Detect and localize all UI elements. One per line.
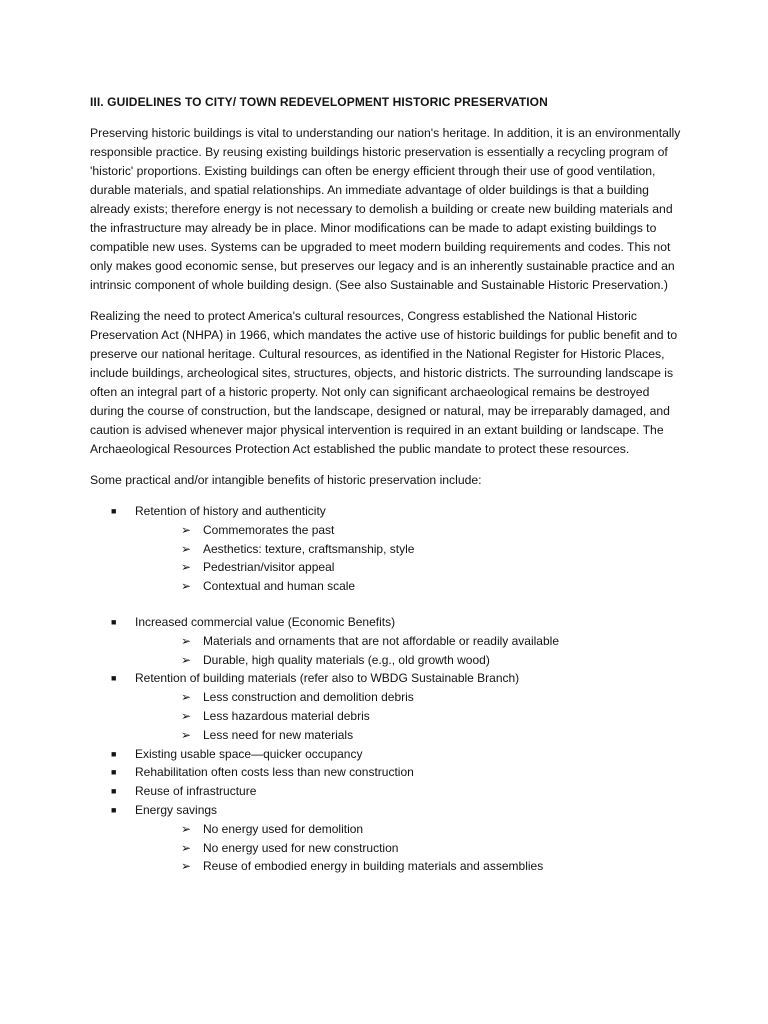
paragraph-nhpa: Realizing the need to protect America's cultural resources, Congress established the National Historic Preservation Act (NHPA) in 1966, which mandates the active use of historic buildings for public benefit and to preserve our national heritage. Cultural resources, as identified in the National Register for Historic Places, include buildings, archeological sites, structures, objects, and historic districts. The surrounding landscape is often an integral part of a historic property. Not only can significant archaeological remains be destroyed during the course of construction, but the landscape, designed or natural, may be irreparably damaged, and caution is advised whenever major physical intervention is required in an extant building or landscape. The Archaeological Resources Protection Act established the public mandate to protect these resources. [90, 309, 678, 456]
benefit-label: Reuse of infrastructure [135, 784, 257, 799]
arrow-bullet-icon: ➢ [181, 541, 192, 556]
document-content [90, 93, 684, 876]
square-bullet-icon: ■ [111, 616, 117, 627]
benefit-subitem [90, 688, 684, 707]
benefit-item [90, 502, 684, 521]
arrow-bullet-icon: ➢ [181, 690, 192, 705]
benefit-label: Existing usable space—quicker occupancy [135, 746, 363, 761]
subitem-label: Materials and ornaments that are not affordable or readily available [203, 633, 559, 648]
benefit-subitem [90, 521, 684, 540]
subitem-label: No energy used for demolition [203, 821, 364, 836]
section-heading: III. GUIDELINES TO CITY/ TOWN REDEVELOPMENT HISTORIC PRESERVATION [90, 95, 548, 109]
arrow-bullet-icon: ➢ [181, 727, 192, 742]
square-bullet-icon: ■ [111, 506, 117, 516]
benefits-intro: Some practical and/or intangible benefits of historic preservation include: [90, 473, 482, 487]
benefit-item [90, 782, 684, 801]
benefit-subitem [90, 651, 684, 670]
subitem-label: Reuse of embodied energy in building materials and assemblies [203, 859, 544, 874]
arrow-bullet-icon: ➢ [181, 821, 192, 836]
benefit-item [90, 763, 684, 782]
square-bullet-icon: ■ [111, 748, 117, 759]
arrow-bullet-icon: ➢ [181, 652, 192, 667]
benefit-item [90, 669, 684, 688]
benefit-subitem [90, 558, 684, 577]
benefit-subitem [90, 726, 684, 745]
benefit-item [90, 613, 684, 632]
subitem-label: Less construction and demolition debris [203, 690, 414, 705]
arrow-bullet-icon: ➢ [181, 560, 192, 575]
square-bullet-icon: ■ [111, 786, 117, 797]
subitem-label: Less need for new materials [203, 727, 354, 742]
square-bullet-icon: ■ [111, 804, 117, 815]
subitem-label: Durable, high quality materials (e.g., old growth wood) [203, 652, 490, 667]
subitem-label: Pedestrian/visitor appeal [203, 560, 335, 575]
benefit-label: Retention of history and authenticity [135, 504, 326, 518]
paragraph-preservation: Preserving historic buildings is vital to understanding our nation's heritage. In addition, it is an environmentally responsible practice. By reusing existing buildings historic preservation is essentially a recycling program of 'historic' proportions. Existing buildings can often be energy efficient through their use of good ventilation, durable materials, and spatial relationships. An immediate advantage of older buildings is that a building already exists; therefore energy is not necessary to demolish a building or create new building materials and the infrastructure may already be in place. Minor modifications can be made to adapt existing buildings to compatible new uses. Systems can be upgraded to meet modern building requirements and codes. This not only makes good economic sense, but preserves our legacy and is an inherently sustainable practice and an intrinsic component of whole building design. (See also Sustainable and Sustainable Historic Preservation.) [90, 126, 681, 292]
benefit-subitem [90, 577, 684, 596]
arrow-bullet-icon: ➢ [181, 708, 192, 723]
benefit-item [90, 801, 684, 820]
square-bullet-icon: ■ [111, 767, 117, 778]
arrow-bullet-icon: ➢ [181, 522, 192, 537]
benefit-label: Energy savings [135, 802, 218, 817]
benefit-item [90, 745, 684, 764]
arrow-bullet-icon: ➢ [181, 633, 192, 648]
subitem-label: Commemorates the past [203, 522, 335, 537]
subitem-label: No energy used for new construction [203, 840, 399, 855]
arrow-bullet-icon: ➢ [181, 840, 192, 855]
benefit-label: Increased commercial value (Economic Benefits) [135, 614, 396, 629]
benefit-subitem [90, 839, 684, 858]
subitem-label: Contextual and human scale [203, 579, 356, 594]
benefit-subitem [90, 632, 684, 651]
subitem-label: Aesthetics: texture, craftsmanship, style [203, 541, 415, 556]
benefit-subitem [90, 540, 684, 559]
benefit-subitem [90, 707, 684, 726]
benefits-list [90, 502, 684, 876]
subitem-label: Less hazardous material debris [203, 708, 370, 723]
arrow-bullet-icon: ➢ [181, 859, 192, 874]
benefit-subitem [90, 820, 684, 839]
arrow-bullet-icon: ➢ [181, 579, 192, 594]
list-spacer [90, 596, 684, 613]
benefit-label: Rehabilitation often costs less than new construction [135, 765, 414, 780]
benefit-label: Retention of building materials (refer also to WBDG Sustainable Branch) [135, 671, 520, 686]
benefit-subitem [90, 857, 684, 876]
square-bullet-icon: ■ [111, 673, 117, 684]
